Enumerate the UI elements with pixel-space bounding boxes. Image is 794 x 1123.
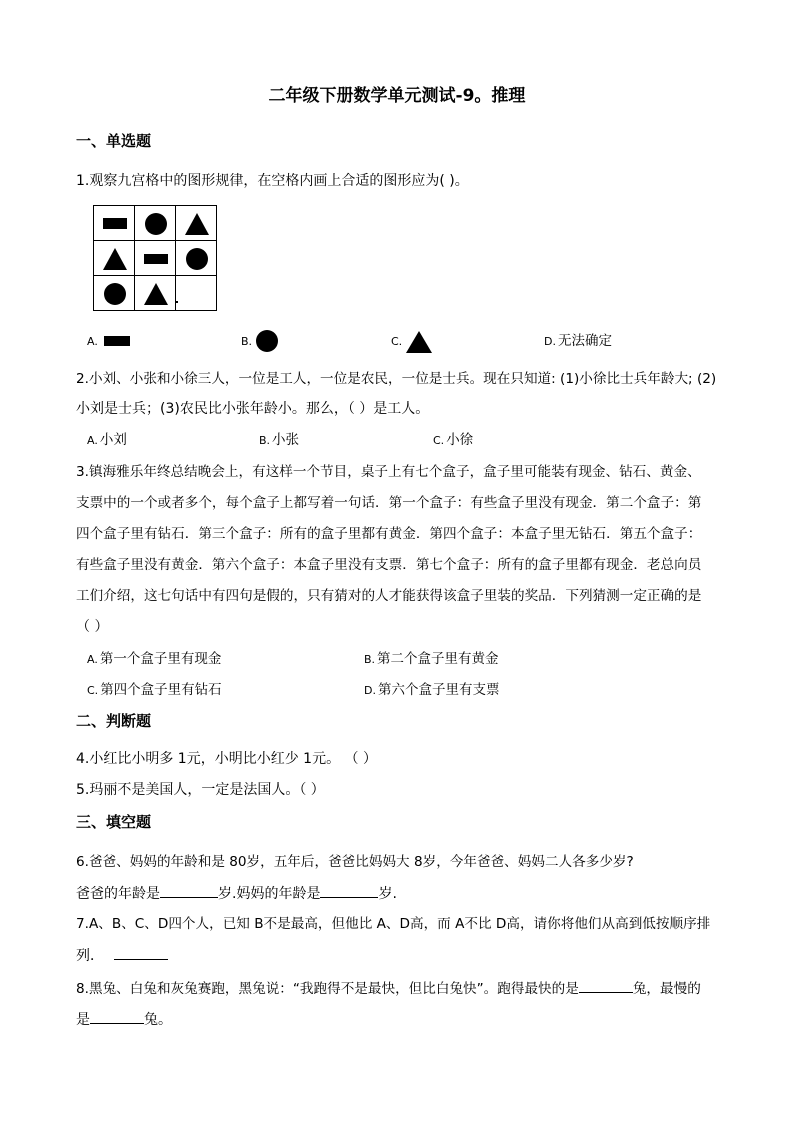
q1-option-c[interactable] [391,331,404,352]
answer-blank[interactable] [90,1009,144,1024]
grid-cell-1-2 [135,206,176,241]
circle-shape [186,248,208,270]
grid-cell-3-1 [94,276,135,311]
q8-text-part: 是 [76,1012,90,1028]
question-3-line-4: 有些盒子里没有黄金．第六个盒子：本盒子里没有支票．第七个盒子：所有的盒子里都有现金．老总向员 [76,557,702,573]
question-8-line-1 [76,978,701,999]
q3-option-b[interactable] [364,649,499,670]
section-heading-true-false: 二、判断题 [76,712,152,730]
q8-text-part: 兔，最慢的 [632,981,701,997]
option-letter: B. [241,335,253,348]
question-7-line-1: 7.A、B、C、D四个人，已知 B不是最高，但他比 A、D高，而 A不比 D高，请你将他们从高到低按顺序排 [76,916,711,932]
answer-blank[interactable] [160,883,218,898]
grid-cell-3-2 [135,276,176,311]
q3-option-c[interactable] [87,680,222,701]
q7-text-part: 列． [76,948,104,964]
option-letter: C. [433,434,445,447]
question-3-line-6: （ ） [76,619,109,635]
triangle-shape [185,213,209,235]
triangle-shape [103,248,127,270]
option-letter: D. [364,684,376,697]
option-text: 小徐 [446,432,474,448]
question-4-text: 4.小红比小明多 1元，小明比小红少 1元。 （ ） [76,751,377,767]
option-letter: C. [87,684,99,697]
circle-shape [256,330,278,352]
answer-blank[interactable] [320,883,378,898]
q2-option-b[interactable] [259,430,299,451]
q8-text-part: 兔。 [144,1012,172,1028]
option-text: 第一个盒子里有现金 [99,651,222,667]
section-heading-single-choice: 一、单选题 [76,132,152,150]
question-2-line-2: 小刘是士兵；(3)农民比小张年龄小。那么，（ ）是工人。 [76,401,430,417]
question-6-line-2 [76,883,397,904]
question-3-line-2: 支票中的一个或者多个，每个盒子上都写着一句话．第一个盒子：有些盒子里没有现金．第二个盒子：第 [76,495,702,511]
q2-option-c[interactable] [433,430,473,451]
page-title: 二年级下册数学单元测试-9。推理 [268,86,526,106]
option-text: 无法确定 [557,333,612,349]
rectangle-shape [104,336,130,346]
option-letter: A. [87,434,98,447]
nine-grid [93,205,217,311]
q6-text-part: 岁. [378,886,397,902]
option-letter: D. [544,335,556,348]
option-letter: B. [259,434,271,447]
option-text: 小刘 [99,432,127,448]
question-3-line-5: 工们介绍，这七句话中有四句是假的，只有猜对的人才能获得该盒子里装的奖品．下列猜测一定正确的是 [76,588,702,604]
option-text: 小张 [272,432,300,448]
grid-cell-2-1 [94,241,135,276]
grid-cell-3-3-empty [176,276,217,311]
option-letter: C. [391,335,403,348]
question-3-line-1: 3.镇海雅乐年终总结晚会上，有这样一个节目，桌子上有七个盒子，盒子里可能装有现金、钻石、黄金、 [76,464,701,480]
answer-blank[interactable] [579,978,633,993]
question-2-line-1: 2.小刘、小张和小徐三人，一位是工人，一位是农民，一位是士兵。现在只知道: (1)小徐比士兵年龄大; (2) [76,371,717,387]
question-3-line-3: 四个盒子里有钻石．第三个盒子：所有的盒子里都有黄金．第四个盒子：本盒子里无钻石．第五个盒子： [76,526,702,542]
option-letter: B. [364,653,376,666]
q1-option-b[interactable] [241,331,254,352]
grid-cell-1-1 [94,206,135,241]
grid-cell-2-3 [176,241,217,276]
grid-cell-2-2 [135,241,176,276]
q6-text-part: 爸爸的年龄是 [76,886,160,902]
circle-shape [104,283,126,305]
option-text: 第二个盒子里有黄金 [377,651,499,667]
q2-option-a[interactable] [87,430,127,451]
rectangle-shape [144,254,168,264]
q3-option-d[interactable] [364,680,499,701]
question-7-line-2 [76,945,168,966]
option-text: 第六个盒子里有支票 [377,682,500,698]
option-letter: A. [87,335,98,348]
option-text: 第四个盒子里有钻石 [100,682,222,698]
answer-blank[interactable] [114,945,168,960]
q1-option-d[interactable] [544,331,612,352]
question-8-line-2 [76,1009,172,1030]
q3-option-a[interactable] [87,649,221,670]
rectangle-shape [103,218,127,229]
option-letter: A. [87,653,98,666]
triangle-shape [144,283,168,305]
q8-text-part: 8.黑兔、白兔和灰兔赛跑，黑兔说：“我跑得不是最快，但比白兔快”。跑得最快的是 [76,981,579,997]
q6-text-part: 岁.妈妈的年龄是 [218,886,321,902]
question-5-text: 5.玛丽不是美国人，一定是法国人。（ ） [76,782,325,798]
question-1-text: 1.观察九宫格中的图形规律，在空格内画上合适的图形应为( )。 [76,173,469,189]
circle-shape [145,213,167,235]
section-heading-fill-blank: 三、填空题 [76,813,152,831]
q1-option-a[interactable] [87,331,100,352]
triangle-shape [406,331,432,353]
grid-cell-1-3 [176,206,217,241]
question-6-line-1: 6.爸爸、妈妈的年龄和是 80岁，五年后，爸爸比妈妈大 8岁，今年爸爸、妈妈二人各多少岁? [76,854,634,870]
